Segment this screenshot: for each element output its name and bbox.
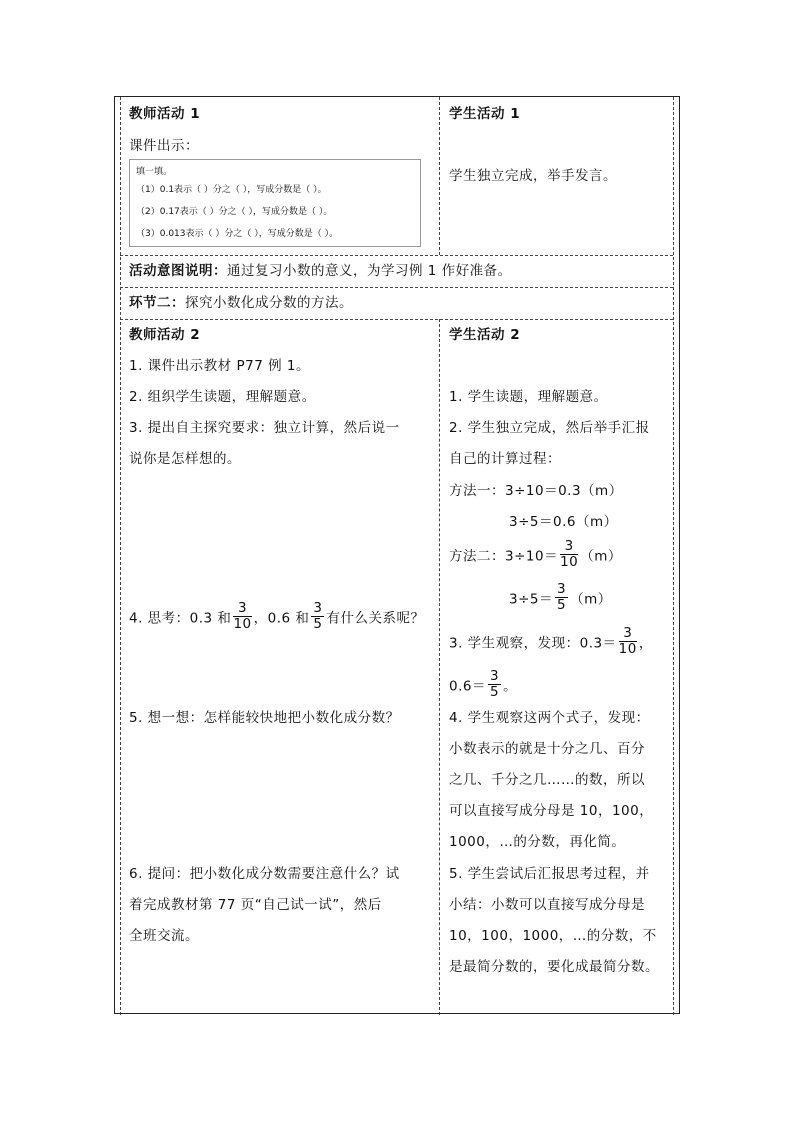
lesson-plan-table [114,96,680,1014]
stage-two-text: 探究小数化成分数的方法。 [185,295,353,311]
fraction-numerator: 3 [619,626,637,642]
teacher-step-1: 1. 课件出示教材 P77 例 1。 [129,358,310,374]
student-step-4a: 4. 学生观察这两个式子，发现： [449,710,650,726]
student-step-5c: 10，100，1000，…的分数，不 [449,928,657,944]
fraction-3-5 [311,601,324,632]
student-step-4c: 之几、千分之几……的数，所以 [449,772,645,788]
teacher-step-6c: 全班交流。 [129,928,199,944]
fraction-denominator: 10 [233,616,252,632]
student-step-5d: 是最简分数的，要化成最简分数。 [449,959,659,975]
fraction-3-5 [555,582,568,613]
fraction-numerator: 3 [233,601,251,617]
fraction-3-10 [619,626,637,657]
teacher-step-4-mid: ，0.6 和 [253,610,310,627]
student-step-3b-end: 。 [503,678,518,695]
fraction-numerator: 3 [313,600,323,616]
student-activity-1-line: 学生独立完成，举手发言。 [449,168,617,184]
fraction-3-5 [488,669,501,700]
student-step-5a: 5. 学生尝试后汇报思考过程，并 [449,866,650,882]
method-2-line-2 [509,582,612,613]
stage-two-label: 环节二： [129,295,185,311]
teacher-step-3b: 说你是怎样想的。 [129,451,241,467]
method-2-line-1-unit: （m） [580,548,622,565]
method-1-line-1: 方法一：3÷10＝0.3（m） [449,483,623,499]
student-step-4e: 1000，…的分数，再化简。 [449,834,626,850]
teacher-step-4-suffix: 有什么关系呢？ [326,610,425,627]
fraction-denominator: 10 [560,554,579,570]
teacher-activity-2-title: 教师活动 2 [129,327,201,343]
fraction-denominator: 5 [313,616,323,632]
stage-two [129,294,353,312]
fraction-denominator: 5 [557,597,567,613]
fraction-numerator: 3 [557,581,567,597]
column-divider-1 [439,97,440,255]
student-activity-2-title: 学生活动 2 [449,327,521,343]
method-2-line-1 [449,539,622,570]
fraction-3-10 [233,601,251,632]
student-step-3-prefix: 3. 学生观察，发现：0.3＝ [449,635,617,652]
left-dashed-border [120,97,121,1015]
row-divider-2 [120,287,673,288]
student-step-3b [449,669,517,700]
row-divider-3 [120,319,673,320]
method-1-line-2: 3÷5＝0.6（m） [509,514,618,530]
student-step-3 [449,626,653,657]
fraction-3-10 [560,539,578,570]
fraction-numerator: 3 [560,539,578,555]
fraction-numerator: 3 [489,668,500,684]
method-2-line-2-unit: （m） [570,591,612,608]
method-2-line-2-prefix: 3÷5＝ [509,591,553,608]
student-step-4b: 小数表示的就是十分之几、百分 [449,741,645,757]
box-line-1: （1）0.1表示（ ）分之（ ），写成分数是（ ）。 [136,185,327,195]
teacher-step-6b: 着完成教材第 77 页“自己试一试”，然后 [129,897,382,913]
teacher-step-6a: 6. 提问：把小数化成分数需要注意什么？试 [129,866,400,882]
column-divider-2 [439,319,440,1015]
teacher-activity-1-title: 教师活动 1 [129,106,201,122]
box-title: 填一填。 [136,167,173,177]
teacher-step-4 [129,601,424,632]
student-activity-1-title: 学生活动 1 [449,106,521,122]
courseware-box [129,159,421,247]
right-dashed-border [673,97,674,1015]
fraction-denominator: 10 [618,641,637,657]
teacher-step-2: 2. 组织学生读题，理解题意。 [129,389,316,405]
activity-intent [129,262,512,280]
activity-intent-label: 活动意图说明： [129,263,227,279]
student-step-4d: 可以直接写成分母是 10，100， [449,803,654,819]
teacher-step-4-prefix: 4. 思考：0.3 和 [129,610,232,627]
student-step-3-end: ， [638,635,653,652]
box-line-2: （2）0.17表示（ ）分之（ ），写成分数是（ ）。 [136,207,333,217]
box-line-3: （3）0.013表示（ ）分之（ ），写成分数是（ ）。 [136,229,339,239]
student-step-3b-prefix: 0.6＝ [449,678,486,695]
student-step-2b: 自己的计算过程： [449,451,561,467]
student-step-5b: 小结：小数可以直接写成分母是 [449,897,645,913]
method-2-line-1-prefix: 方法二：3÷10＝ [449,548,559,565]
fraction-denominator: 5 [489,684,500,700]
teacher-activity-1-line: 课件出示： [129,138,199,154]
teacher-step-3a: 3. 提出自主探究要求：独立计算，然后说一 [129,420,400,436]
row-divider-1 [120,255,673,256]
student-step-2a: 2. 学生独立完成，然后举手汇报 [449,420,650,436]
student-step-1: 1. 学生读题，理解题意。 [449,389,608,405]
teacher-step-5: 5. 想一想：怎样能较快地把小数化成分数？ [129,710,400,726]
activity-intent-text: 通过复习小数的意义，为学习例 1 作好准备。 [227,263,512,279]
